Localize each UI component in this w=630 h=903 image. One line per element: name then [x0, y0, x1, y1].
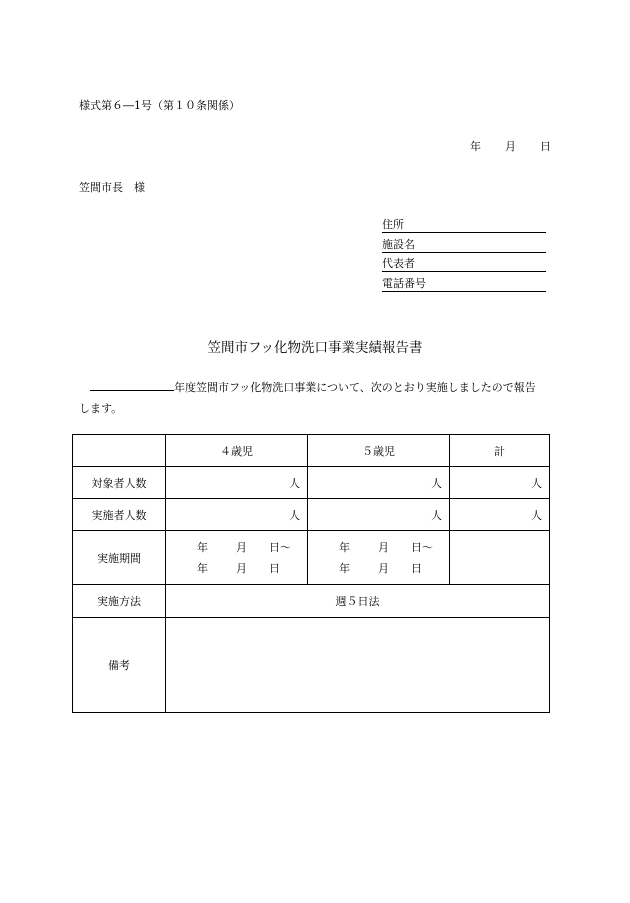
remarks-cell[interactable] — [166, 618, 550, 713]
body-text-line1: 年度笠間市フッ化物洗口事業について、次のとおり実施しましたので報告 — [174, 381, 536, 394]
body-text-line2: します。 — [79, 402, 123, 415]
representative-label: 代表者 — [382, 257, 415, 270]
targets-age4-cell[interactable] — [166, 467, 308, 499]
period-age4-start-year: 年 — [197, 540, 208, 554]
period-age5-start-month: 月 — [378, 540, 389, 554]
body-text — [79, 377, 559, 419]
targets-total-cell[interactable] — [450, 467, 550, 499]
date-line — [470, 138, 551, 154]
participants-row — [73, 499, 550, 531]
period-label: 実施期間 — [73, 531, 166, 585]
date-month: 月 — [505, 140, 516, 153]
participants-age5-unit: 人 — [431, 508, 442, 522]
targets-age5-unit: 人 — [431, 476, 442, 490]
method-value: 週５日法 — [166, 585, 550, 618]
facility-name-label: 施設名 — [382, 238, 415, 251]
targets-age5-cell[interactable] — [308, 467, 450, 499]
participants-age4-cell[interactable] — [166, 499, 308, 531]
period-age4-cell[interactable] — [166, 531, 308, 585]
targets-label: 対象者人数 — [73, 467, 166, 499]
participants-age4-unit: 人 — [289, 508, 300, 522]
method-row — [73, 585, 550, 618]
remarks-label: 備考 — [73, 618, 166, 713]
table-header-row — [73, 435, 550, 467]
period-age4-end-year: 年 — [197, 561, 208, 575]
period-age5-end-month: 月 — [378, 561, 389, 575]
report-table — [72, 434, 550, 713]
address-field[interactable] — [382, 218, 546, 233]
addressee: 笠間市長 様 — [79, 181, 145, 194]
period-age5-start-year: 年 — [339, 540, 350, 554]
fiscal-year-blank[interactable] — [90, 378, 174, 391]
header-blank-cell — [73, 435, 166, 467]
targets-row — [73, 467, 550, 499]
period-row — [73, 531, 550, 585]
date-day: 日 — [540, 140, 551, 153]
representative-field[interactable] — [382, 257, 546, 272]
period-total-cell[interactable] — [450, 531, 550, 585]
period-age4-start-day: 日〜 — [269, 540, 291, 554]
header-age5: ５歳児 — [308, 435, 450, 467]
period-age5-end-day: 日 — [411, 561, 422, 575]
targets-age4-unit: 人 — [289, 476, 300, 490]
form-number: 様式第６―1号（第１０条関係） — [79, 99, 240, 112]
participants-total-cell[interactable] — [450, 499, 550, 531]
header-total: 計 — [450, 435, 550, 467]
header-age4: ４歳児 — [166, 435, 308, 467]
period-age5-start-day: 日〜 — [411, 540, 433, 554]
period-age4-end-day: 日 — [269, 561, 280, 575]
date-year: 年 — [470, 140, 481, 153]
period-age4-start-month: 月 — [236, 540, 247, 554]
targets-total-unit: 人 — [531, 476, 542, 490]
phone-number-label: 電話番号 — [382, 277, 426, 290]
remarks-row — [73, 618, 550, 713]
facility-name-field[interactable] — [382, 238, 546, 253]
address-label: 住所 — [382, 218, 404, 231]
participants-total-unit: 人 — [531, 508, 542, 522]
document-title: 笠間市フッ化物洗口事業実績報告書 — [207, 340, 423, 356]
period-age5-cell[interactable] — [308, 531, 450, 585]
method-label: 実施方法 — [73, 585, 166, 618]
participants-label: 実施者人数 — [73, 499, 166, 531]
phone-number-field[interactable] — [382, 277, 546, 292]
period-age5-end-year: 年 — [339, 561, 350, 575]
participants-age5-cell[interactable] — [308, 499, 450, 531]
period-age4-end-month: 月 — [236, 561, 247, 575]
